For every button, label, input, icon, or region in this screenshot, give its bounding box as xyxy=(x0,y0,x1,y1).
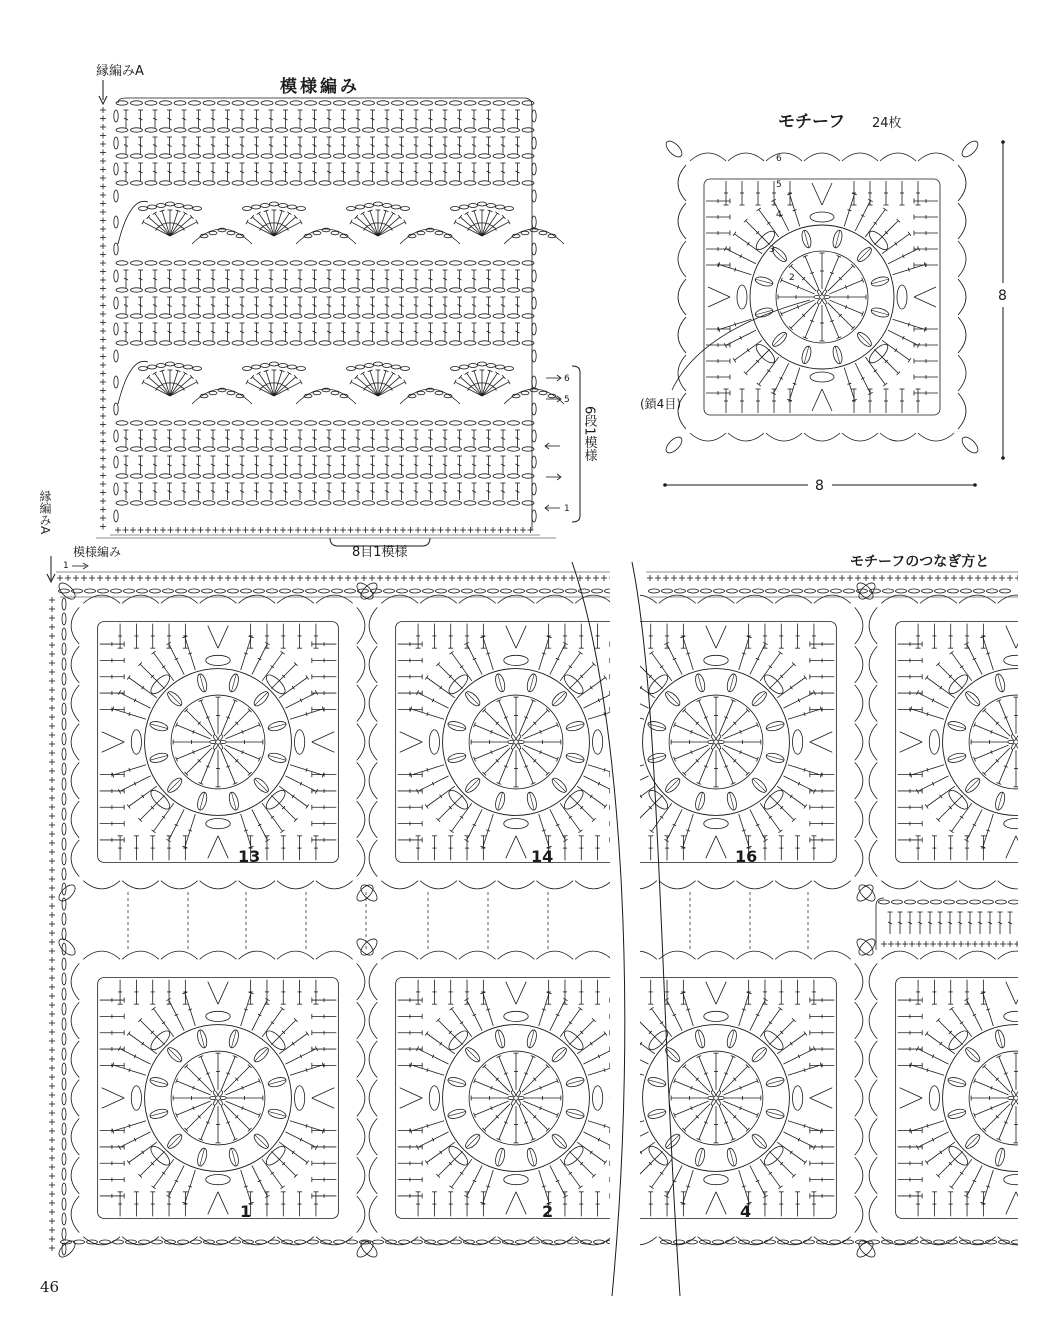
motif-chart-title: モチーフ xyxy=(778,112,846,132)
motif-number-14: 14 xyxy=(531,847,554,866)
pattern-stitch-rows xyxy=(110,101,540,535)
round-number-5: 5 xyxy=(776,180,782,190)
row-number-1: 1 xyxy=(564,504,570,514)
motif-height-label: 8 xyxy=(998,288,1007,304)
motif-number-4: 4 xyxy=(740,1202,752,1221)
repeat-height-brace xyxy=(572,366,580,522)
motif-width-label: 8 xyxy=(815,478,824,494)
row-number-6: 6 xyxy=(564,374,570,384)
break-line-right xyxy=(632,562,680,1296)
row-number-5: 5 xyxy=(564,395,570,405)
round-number-2: 2 xyxy=(789,273,795,283)
chain-leader-line xyxy=(672,300,810,390)
repeat-height-label: 6段1模様 xyxy=(581,406,597,462)
round-number-6: 6 xyxy=(776,154,782,164)
joining-left-panel xyxy=(49,572,678,1260)
motif-number-1: 1 xyxy=(240,1202,252,1221)
joining-edge-label: 縁編みA xyxy=(38,490,52,535)
motif-number-13: 13 xyxy=(238,847,261,866)
repeat-width-label: 8目1模様 xyxy=(352,545,408,560)
motif-count: 24枚 xyxy=(872,116,902,131)
pattern-edge-label: 縁編みA xyxy=(96,64,144,79)
chain-note: (鎖4目) xyxy=(640,397,681,411)
pattern-chart-title: 模様編み xyxy=(280,77,360,97)
round-number-4: 4 xyxy=(776,210,782,220)
motif-number-16: 16 xyxy=(735,847,758,866)
joining-chart-title: モチーフのつなぎ方と xyxy=(850,554,990,570)
page-number: 46 xyxy=(40,1278,60,1296)
motif-chart xyxy=(640,112,1007,494)
pattern-fan-shells xyxy=(118,201,564,404)
motif-number-2: 2 xyxy=(542,1202,554,1221)
joining-row-label: 1 xyxy=(63,561,69,571)
motif-diagram xyxy=(663,138,980,455)
round-number-3: 3 xyxy=(769,245,775,255)
pattern-stitch-chart xyxy=(96,64,597,560)
joining-chart xyxy=(38,490,1050,1296)
joining-right-panel xyxy=(554,572,1050,1260)
joining-pattern-label: 模様編み xyxy=(73,545,122,559)
